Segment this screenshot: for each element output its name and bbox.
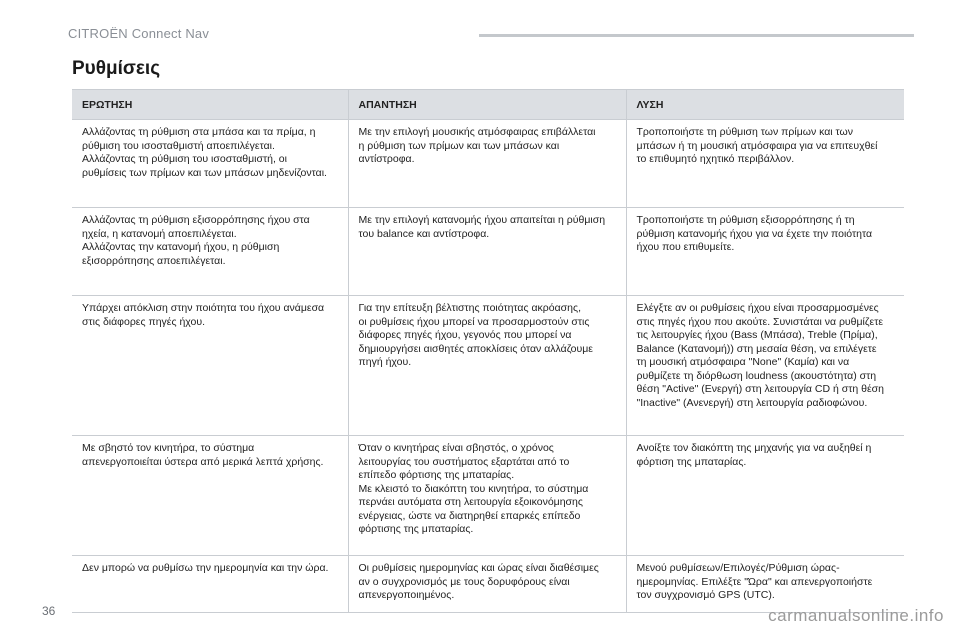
answer-cell [348, 208, 626, 296]
text-line: Οι ρυθμίσεις ημερομηνίας και ώρας είναι διαθέσιμες [358, 562, 599, 574]
text-line: Τροποποιήστε τη ρύθμιση των πρίμων και των [636, 126, 853, 138]
text-line: Τροποποιήστε τη ρύθμιση εξισορρόπησης ή τη [636, 214, 855, 226]
page-title: Ρυθμίσεις [72, 58, 161, 79]
text-line: πηγή ήχου. [358, 356, 412, 368]
table-row [72, 556, 904, 613]
solution-cell [626, 296, 904, 436]
solution-cell [626, 436, 904, 556]
column-header-question: ΕΡΩΤΗΣΗ [72, 90, 348, 120]
text-line: ενέργειας, ώστε να διατηρηθεί επαρκές επίπεδο [358, 509, 581, 522]
page-number: 36 [42, 604, 56, 618]
text-line: Με κλειστό το διακόπτη του κινητήρα, το σύστημα [358, 482, 589, 495]
question-cell [72, 436, 348, 556]
text-line: εξισορρόπησης αποεπιλέγεται. [82, 254, 226, 267]
answer-cell [348, 296, 626, 436]
text-line: "Inactive" (Ανενεργή) στη λειτουργία ραδιοφώνου. [636, 396, 868, 409]
running-header: CITROËN Connect Nav [68, 26, 210, 41]
watermark: carmanualsonline.info [768, 606, 944, 625]
text-line: ημερομηνίας. Επιλέξτε "Ώρα" και απενεργοποιήστε [636, 575, 873, 588]
solution-cell [626, 556, 904, 613]
table-row [72, 296, 904, 436]
text-line: στις διάφορες πηγές ήχου. [82, 315, 206, 328]
text-line: ρυθμίσεις των πρίμων και των μπάσων μηδενίζονται. [82, 166, 327, 179]
text-line: Με την επιλογή κατανομής ήχου απαιτείται η ρύθμιση [358, 214, 606, 226]
answer-cell [348, 556, 626, 613]
text-line: διάφορες πηγές ήχου, γεγονός που μπορεί να [358, 329, 572, 341]
text-line: τη μουσική ατμόσφαιρα "None" (Καμία) και να [636, 356, 850, 368]
text-line: Ανοίξτε τον διακόπτη της μηχανής για να αυξηθεί η [636, 442, 872, 454]
column-header-solution: ΛΥΣΗ [626, 90, 904, 120]
text-line: Υπάρχει απόκλιση στην ποιότητα του ήχου ανάμεσα [82, 302, 325, 314]
text-line: Αλλάζοντας την κατανομή ήχου, η ρύθμιση [82, 241, 280, 253]
text-line: ήχου που επιθυμείτε. [636, 241, 735, 253]
answer-cell [348, 120, 626, 208]
text-line: αντίστροφα. [358, 153, 415, 165]
text-line: επίπεδο φόρτισης της μπαταρίας. [358, 469, 515, 481]
text-line: ρύθμιση κατανομής ήχου για να έχετε την ποιότητα [636, 227, 873, 240]
header-rule [479, 34, 914, 37]
text-line: οι ρυθμίσεις ήχου μπορεί να προσαρμοστούν στις [358, 315, 590, 328]
table-row [72, 120, 904, 208]
solution-cell [626, 120, 904, 208]
text-line: Αλλάζοντας τη ρύθμιση εξισορρόπησης ήχου στα [82, 214, 310, 226]
text-line: Ελέγξτε αν οι ρυθμίσεις ήχου είναι προσαρμοσμένες [636, 302, 879, 314]
solution-cell [626, 208, 904, 296]
table-row [72, 436, 904, 556]
text-line: αν ο συγχρονισμός με τους δορυφόρους είναι [358, 575, 570, 588]
text-line: τις λειτουργίες ήχου (Bass (Μπάσα), Treble (Πρίμα), [636, 329, 878, 341]
text-line: Δεν μπορώ να ρυθμίσω την ημερομηνία και την ώρα. [82, 562, 329, 574]
text-line: φόρτιση της μπαταρίας. [636, 455, 747, 468]
text-line: Αλλάζοντας τη ρύθμιση του ισοσταθμιστή, οι [82, 153, 287, 165]
text-line: φόρτισης της μπαταρίας. [358, 523, 474, 535]
table-body [72, 120, 904, 613]
text-line: στις πηγές ήχου που ακούτε. Συνιστάται να ρυθμίζετε [636, 315, 884, 328]
table-header-row [72, 90, 904, 120]
text-line: απενεργοποιημένος. [358, 589, 455, 601]
text-line: Balance (Κατανομή)) στη μεσαία θέση, να επιλέγετε [636, 342, 877, 355]
text-line: η ρύθμιση των πρίμων και των μπάσων και [358, 139, 560, 152]
text-line: το επιθυμητό ηχητικό περιβάλλον. [636, 153, 795, 165]
text-line: τον συγχρονισμό GPS (UTC). [636, 589, 775, 601]
text-line: Με σβηστό τον κινητήρα, το σύστημα [82, 442, 255, 454]
text-line: Αλλάζοντας τη ρύθμιση στα μπάσα και τα πρίμα, η [82, 126, 316, 138]
text-line: περνάει αυτόματα στη λειτουργία εξοικονόμησης [358, 496, 583, 508]
text-line: ρύθμιση του ισοσταθμιστή αποεπιλέγεται. [82, 139, 275, 152]
question-cell [72, 120, 348, 208]
text-line: του balance και αντίστροφα. [358, 227, 490, 240]
question-cell [72, 556, 348, 613]
text-line: ηχεία, η κατανομή αποεπιλέγεται. [82, 227, 237, 240]
faq-table [72, 89, 904, 613]
column-header-answer: ΑΠΑΝΤΗΣΗ [348, 90, 626, 120]
text-line: Για την επίτευξη βέλτιστης ποιότητας ακρόασης, [358, 302, 581, 314]
question-cell [72, 296, 348, 436]
text-line: ρυθμίζετε τη διόρθωση loudness (ακουστότητα) στη [636, 369, 877, 382]
text-line: απενεργοποιείται ύστερα από μερικά λεπτά χρήσης. [82, 455, 324, 468]
question-cell [72, 208, 348, 296]
text-line: θέση "Active" (Ενεργή) στη λειτουργία CD ή στη θέση [636, 383, 884, 395]
text-line: Με την επιλογή μουσικής ατμόσφαιρας επιβάλλεται [358, 126, 596, 138]
table-row [72, 208, 904, 296]
text-line: Όταν ο κινητήρας είναι σβηστός, ο χρόνος [358, 442, 554, 454]
text-line: λειτουργίας του συστήματος εξαρτάται από το [358, 455, 570, 468]
answer-cell [348, 436, 626, 556]
text-line: δημιουργήσει αισθητές αποκλίσεις όταν αλλάζουμε [358, 342, 593, 355]
text-line: Μενού ρυθμίσεων/Επιλογές/Ρύθμιση ώρας- [636, 562, 840, 574]
text-line: μπάσων ή τη μουσική ατμόσφαιρα για να επιτευχθεί [636, 139, 878, 152]
